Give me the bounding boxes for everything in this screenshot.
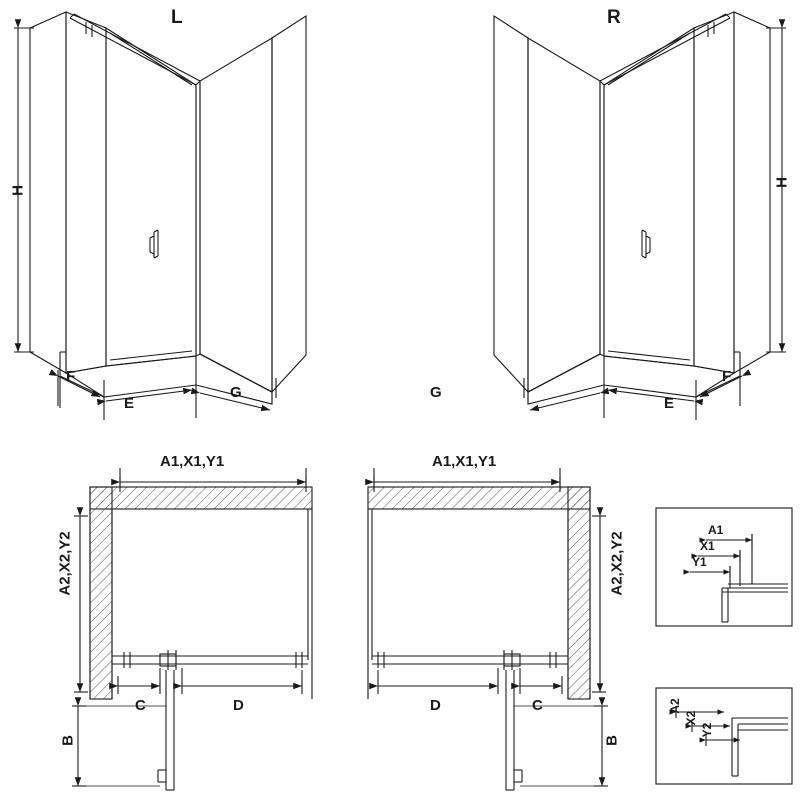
detail-top-right — [656, 508, 792, 626]
dim-label-d-right: D — [430, 697, 441, 714]
dim-label-b-right: B — [603, 735, 621, 746]
detail-label-y2: Y2 — [700, 722, 714, 738]
dim-bottom-right — [524, 370, 742, 420]
dim-label-f-left: F — [66, 368, 76, 385]
plan-view-right — [368, 487, 590, 790]
dim-label-h-left: H — [9, 185, 27, 196]
detail-label-x1: X1 — [700, 539, 715, 553]
dim-label-e-left: E — [124, 395, 135, 412]
dim-label-c-right: C — [532, 697, 543, 714]
title-left: L — [171, 7, 183, 28]
detail-label-x2: X2 — [684, 710, 698, 726]
dim-label-e-right: E — [664, 395, 675, 412]
dim-label-f-right: F — [722, 368, 732, 385]
detail-label-y1: Y1 — [692, 555, 707, 569]
dim-label-plan-right-side: A2,X2,Y2 — [608, 531, 626, 596]
dim-label-plan-left-side: A2,X2,Y2 — [56, 531, 74, 596]
detail-label-a1: A1 — [708, 523, 724, 537]
dim-label-plan-right-top: A1,X1,Y1 — [432, 453, 497, 470]
dim-label-g-right: G — [430, 384, 442, 401]
dim-label-c-left: C — [135, 697, 146, 714]
detail-label-a2: A2 — [668, 698, 682, 714]
dim-bottom-left — [58, 370, 276, 420]
dim-label-h-right: H — [773, 177, 791, 188]
plan-view-left — [90, 487, 312, 790]
dim-label-g-left: G — [230, 384, 242, 401]
title-right: R — [607, 7, 621, 28]
dim-label-plan-left-top: A1,X1,Y1 — [160, 453, 225, 470]
dim-label-b-left: B — [59, 735, 77, 746]
iso-view-right — [494, 12, 770, 404]
dim-label-d-left: D — [233, 697, 244, 714]
iso-view-left — [30, 12, 306, 404]
